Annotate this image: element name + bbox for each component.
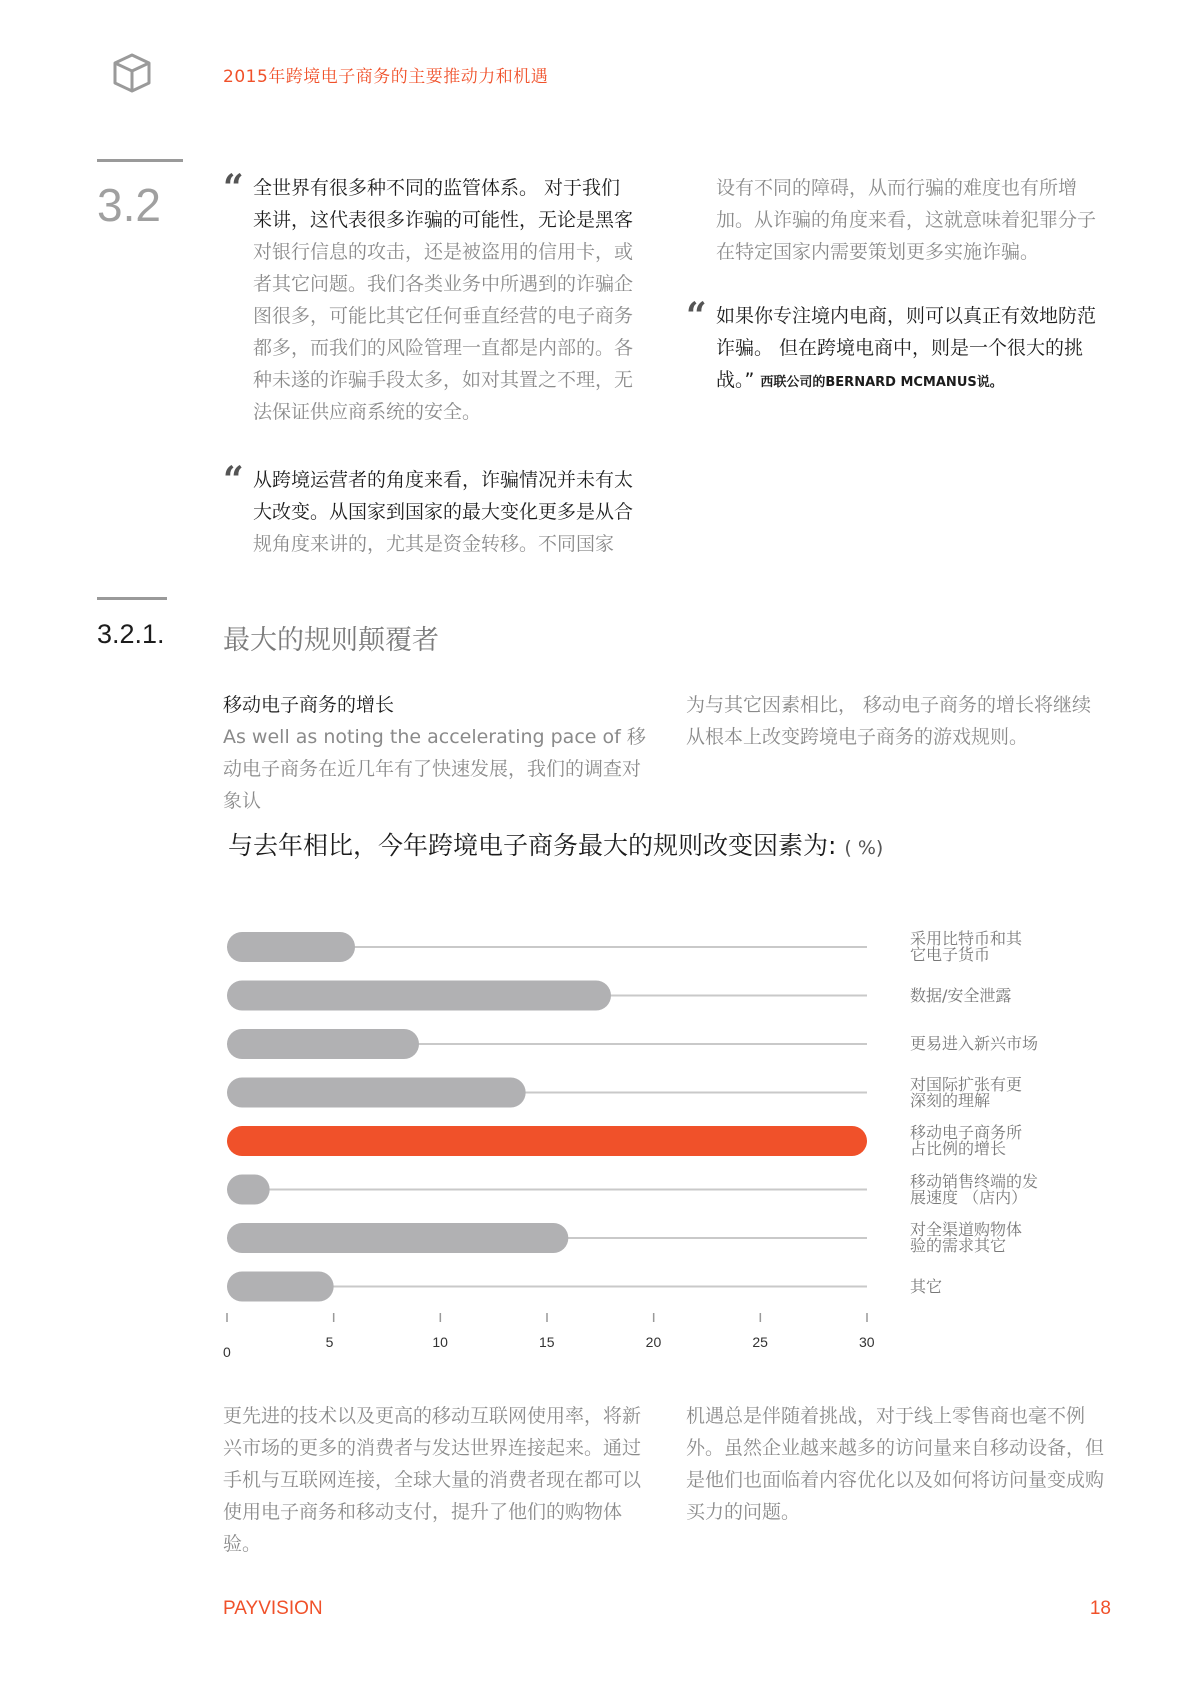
- quote-1-lead: 全世界有很多种不同的监管体系。 对于我们来讲，这代表很多诈骗的可能性，无论是黑客: [253, 177, 634, 231]
- page-number: 18: [1089, 1598, 1111, 1619]
- intro-left: [223, 689, 653, 817]
- category-label: 对国际扩张有更 深刻的理解: [910, 1074, 1023, 1110]
- quote-2: [223, 459, 638, 560]
- category-label: 数据/安全泄露: [910, 985, 1012, 1005]
- subsection-number: 3.2.1.: [97, 619, 165, 649]
- bar: [227, 932, 355, 962]
- cube-icon: [112, 52, 152, 94]
- bar: [227, 1272, 334, 1302]
- quote-3-lead: 如果你专注境内电商，则可以真正有效地防范诈骗。 但在跨境电商中，则是一个很大的挑: [716, 305, 1097, 359]
- section-number: 3.2: [97, 179, 161, 231]
- chart-title-unit: ( %): [844, 837, 884, 859]
- quote-1: [223, 167, 638, 428]
- x-tick-label: 10: [432, 1334, 448, 1350]
- bar: [227, 1175, 270, 1205]
- x-tick-label: 25: [752, 1334, 768, 1350]
- x-tick-label: 15: [539, 1334, 555, 1350]
- bar: [227, 1126, 867, 1156]
- intro-right: 为与其它因素相比， 移动电子商务的增长将继续从根本上改变跨境电子商务的游戏规则。: [686, 694, 1092, 748]
- category-label: 其它: [910, 1276, 943, 1296]
- x-tick-label: 30: [859, 1334, 875, 1350]
- bar: [227, 1078, 526, 1108]
- bar: [227, 981, 611, 1011]
- category-label: 移动销售终端的发 展速度 （店内）: [910, 1171, 1039, 1207]
- quote-3-end: 战。”: [716, 369, 755, 391]
- quote-2-body: 规角度来讲的，尤其是资金转移。不同国家: [253, 533, 615, 555]
- chart-title: [228, 826, 883, 862]
- section-rule: [97, 159, 183, 162]
- quote-mark-icon: “: [686, 295, 707, 337]
- subsection-title: 最大的规则颠覆者: [223, 625, 439, 656]
- category-label: 采用比特币和其 它电子货币: [910, 929, 1023, 964]
- quote-mark-icon: “: [223, 459, 244, 501]
- x-tick-label: 0: [223, 1344, 231, 1360]
- body-left: 更先进的技术以及更高的移动互联网使用率，将新兴市场的更多的消费者与发达世界连接起来。通过手机与互联网连接，全球大量的消费者现在都可以使用电子商务和移动支付，提升了他们的购物体验。: [223, 1405, 642, 1555]
- bar: [227, 1029, 419, 1059]
- chart-title-text: 与去年相比，今年跨境电子商务最大的规则改变因素为:: [228, 831, 837, 860]
- intro-left-text: As well as noting the accelerating pace of 移动电子商务在近几年有了快速发展，我们的调查对象认: [223, 726, 646, 812]
- intro-heading: 移动电子商务的增长: [223, 694, 395, 716]
- quote-3-attribution: 西联公司的BERNARD MCMANUS说。: [760, 375, 1003, 390]
- quote-1-body: 对银行信息的攻击，还是被盗用的信用卡，或者其它问题。我们各类业务中所遇到的诈骗企图很多，可能比其它任何垂直经营的电子商务都多，而我们的风险管理一直都是内部的。各种未遂的诈骗手段太多，如对其置之不理，无法保证供应商系统的安全。: [253, 241, 634, 423]
- footer-brand: PAYVISION: [223, 1598, 323, 1619]
- category-label: 对全渠道购物体 验的需求其它: [910, 1220, 1023, 1255]
- subsection-rule: [97, 597, 167, 600]
- quote-2-continued: 设有不同的障碍，从而行骗的难度也有所增加。从诈骗的角度来看，这就意味着犯罪分子在特定国家内需要策划更多实施诈骗。: [716, 177, 1097, 263]
- body-right: 机遇总是伴随着挑战，对于线上零售商也毫不例外。虽然企业越来越多的访问量来自移动设备，但是他们也面临着内容优化以及如何将访问量变成购买力的问题。: [686, 1405, 1105, 1523]
- quote-3: [686, 295, 1106, 399]
- header-title: 2015年跨境电子商务的主要推动力和机遇: [223, 67, 549, 87]
- x-tick-label: 5: [325, 1334, 334, 1350]
- category-label: 移动电子商务所 占比例的增长: [910, 1123, 1023, 1158]
- category-label: 更易进入新兴市场: [910, 1034, 1039, 1053]
- bar: [227, 1223, 568, 1253]
- quote-mark-icon: “: [223, 167, 244, 209]
- x-tick-label: 20: [645, 1334, 662, 1350]
- quote-2-lead: 从跨境运营者的角度来看，诈骗情况并未有太大改变。从国家到国家的最大变化更多是从合: [253, 469, 634, 523]
